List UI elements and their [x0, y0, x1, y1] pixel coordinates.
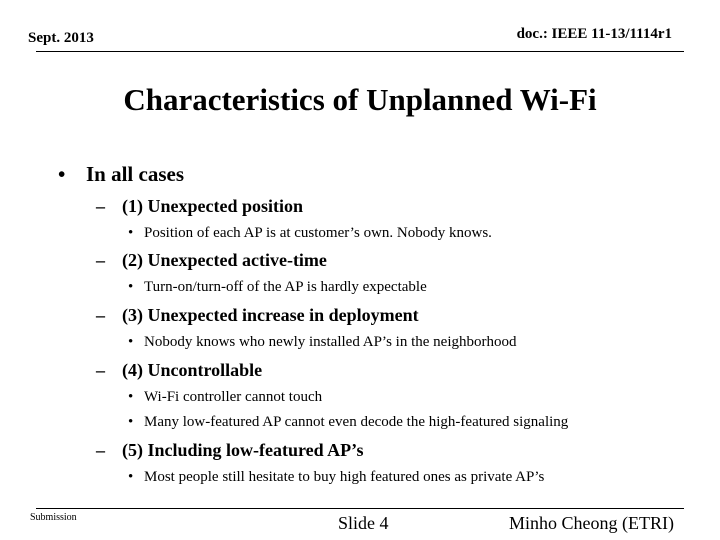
item-5	[96, 440, 364, 461]
footer-rule	[36, 508, 684, 509]
item-4	[96, 360, 262, 381]
header-doc-id: doc.: IEEE 11-13/1114r1	[516, 26, 672, 42]
bullet-level1-text: In all cases	[86, 162, 185, 186]
header-date: Sept. 2013	[28, 30, 94, 46]
item-4-sub-2: • Many low-featured AP cannot even decode the high-featured signaling	[128, 414, 569, 430]
item-2-sub-1: • Turn-on/turn-off of the AP is hardly expectable	[128, 279, 427, 295]
item-1-sub-1: • Position of each AP is at customer’s own. Nobody knows.	[128, 225, 492, 241]
footer-slide-number: Slide 4	[338, 513, 389, 533]
item-1	[96, 196, 303, 217]
item-2	[96, 250, 327, 271]
dash-icon: –	[96, 305, 105, 325]
item-5-label: (5) Including low-featured AP’s	[122, 440, 364, 460]
item-4-sub-1: • Wi-Fi controller cannot touch	[128, 389, 323, 405]
item-2-label: (2) Unexpected active-time	[122, 250, 327, 270]
item-5-sub-1: • Most people still hesitate to buy high featured ones as private AP’s	[128, 469, 545, 485]
item-3-sub-1: • Nobody knows who newly installed AP’s in the neighborhood	[128, 334, 517, 350]
bullet-dot-icon: •	[128, 414, 134, 430]
bullet-dot-icon: •	[128, 279, 134, 295]
slide-title: Characteristics of Unplanned Wi-Fi	[123, 82, 597, 117]
bullet-dot-icon: •	[128, 389, 134, 405]
item-1-label: (1) Unexpected position	[122, 196, 303, 216]
bullet-dot-icon: •	[128, 225, 134, 241]
dash-icon: –	[96, 250, 105, 270]
dash-icon: –	[96, 360, 105, 380]
footer-author: Minho Cheong (ETRI)	[509, 513, 674, 533]
dash-icon: –	[96, 196, 105, 216]
item-3	[96, 305, 419, 326]
dash-icon: –	[96, 440, 105, 460]
item-3-label: (3) Unexpected increase in deployment	[122, 305, 419, 325]
bullet-level1	[58, 162, 184, 187]
bullet-dot-icon: •	[128, 334, 134, 350]
bullet-dot-icon: •	[128, 469, 134, 485]
bullet-dot-icon: •	[58, 162, 66, 186]
header-rule	[36, 51, 684, 52]
footer-submission: Submission	[30, 512, 77, 523]
item-4-label: (4) Uncontrollable	[122, 360, 263, 380]
